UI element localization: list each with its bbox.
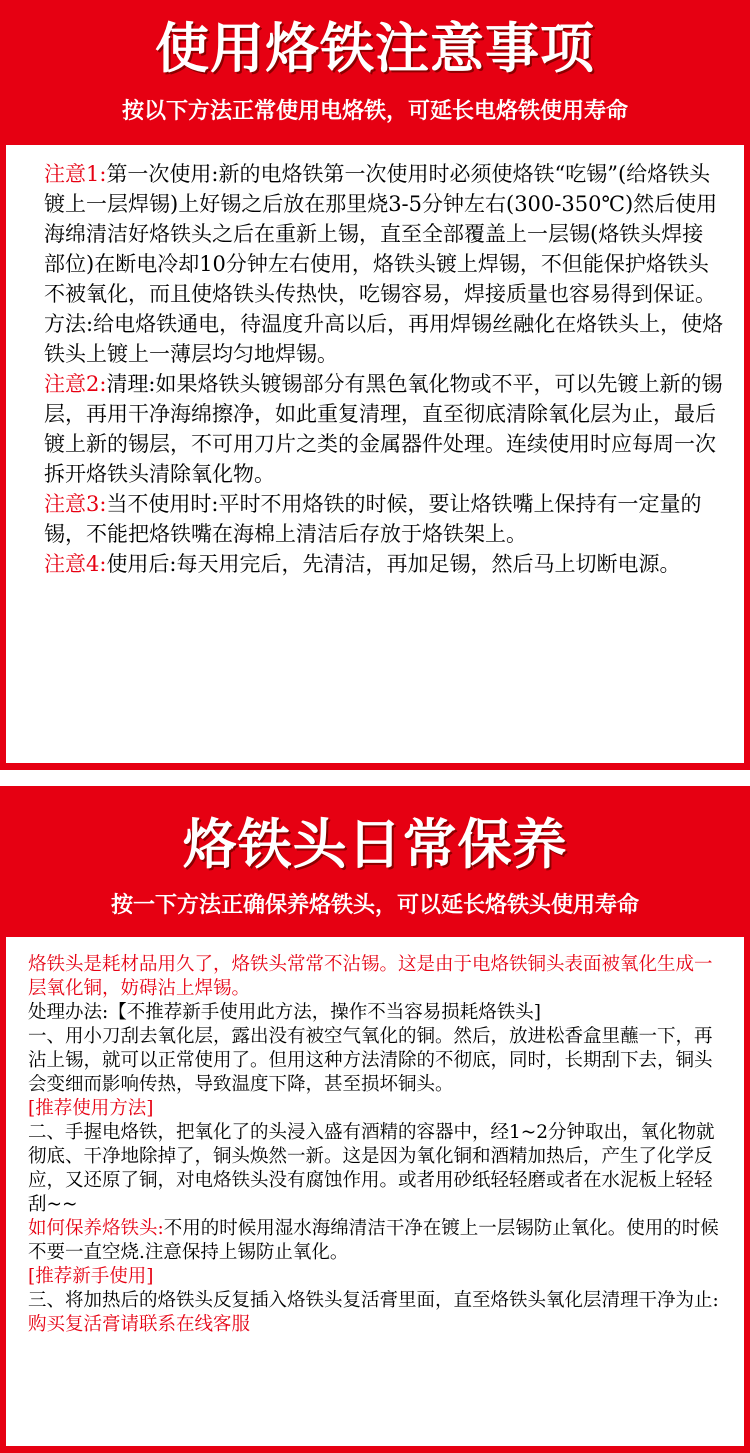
note-3-label: 注意3: <box>44 492 107 516</box>
maintenance-section <box>0 786 750 1453</box>
note-4-label: 注意4: <box>44 552 107 576</box>
usage-notes-title: 使用烙铁注意事项 <box>155 17 595 80</box>
maintenance-intro: 烙铁头是耗材品用久了，烙铁头常常不沾锡。这是由于电烙铁铜头表面被氧化生成一层氧化铜，妨碍沾上焊锡。 <box>28 954 713 999</box>
maintain-text: 不用的时候用湿水海绵清洁干净在镀上一层锡防止氧化。使用的时候不要一直空烧.注意保持上锡防止氧化。 <box>28 1218 719 1263</box>
maintenance-panel <box>6 937 744 1446</box>
beginner-label: [推荐新手使用] <box>28 1266 154 1287</box>
maintenance-subtitle: 按一下方法正确保养烙铁头，可以延长烙铁头使用寿命 <box>110 893 639 918</box>
method-3-text: 三、将加热后的烙铁头反复插入烙铁头复活膏里面，直至烙铁头氧化层清理干净为止: <box>28 1290 719 1311</box>
note-1-label: 注意1: <box>44 162 107 186</box>
note-1-text: 第一次使用:新的电烙铁第一次使用时必须使烙铁“吃锡”(给烙铁头镀上一层焊锡)上好锡之后放在那里烧3-5分钟左右(300-350℃)然后使用海绵清洁好烙铁头之后在重新上锡，直至全部覆盖上一层锡(烙铁头焊接部位)在断电冷却10分钟左右使用，烙铁头镀上焊锡，不但能保护烙铁头不被氧化，而且使烙铁头传热快，吃锡容易，焊接质量也容易得到保证。方法:给电烙铁通电，待温度升高以后，再用焊锡丝融化在烙铁头上，使烙铁头上镀上一薄层均匀地焊锡。 <box>44 162 724 366</box>
note-3 <box>44 489 724 549</box>
recommend-label: [推荐使用方法] <box>28 1098 154 1119</box>
note-2-label: 注意2: <box>44 372 107 396</box>
contact-text: 购买复活膏请联系在线客服 <box>28 1314 251 1335</box>
method-3 <box>28 1289 724 1337</box>
method-2: 二、手握电烙铁，把氧化了的头浸入盛有酒精的容器中，经1~2分钟取出，氧化物就彻底、干净地除掉了，铜头焕然一新。这是因为氧化铜和酒精加热后，产生了化学反应，又还原了铜，对电烙铁头没有腐蚀作用。或者用砂纸轻轻磨或者在水泥板上轻轻刮~~ <box>28 1122 715 1215</box>
maintain-tip <box>28 1217 724 1265</box>
note-1 <box>44 159 724 369</box>
note-2 <box>44 369 724 489</box>
method-heading: 处理办法:【不推荐新手使用此方法，操作不当容易损耗烙铁头] <box>28 1002 541 1023</box>
note-2-text: 清理:如果烙铁头镀锡部分有黑色氧化物或不平，可以先镀上新的锡层，再用干净海绵擦净，如此重复清理，直至彻底清除氧化层为止，最后镀上新的锡层，不可用刀片之类的金属器件处理。连续使用时应每周一次拆开烙铁头清除氧化物。 <box>44 372 723 486</box>
maintain-label: 如何保养烙铁头: <box>28 1218 164 1239</box>
method-1: 一、用小刀刮去氧化层，露出没有被空气氧化的铜。然后，放进松香盒里蘸一下，再沾上锡，就可以正常使用了。但用这种方法清除的不彻底，同时，长期刮下去，铜头会变细而影响传热，导致温度下降，甚至损坏铜头。 <box>28 1026 713 1095</box>
maintenance-title: 烙铁头日常保养 <box>182 813 568 876</box>
usage-notes-panel <box>6 145 744 763</box>
note-4 <box>44 549 724 579</box>
usage-notes-subtitle: 按以下方法正常使用电烙铁，可延长电烙铁使用寿命 <box>121 99 628 124</box>
note-3-text: 当不使用时:平时不用烙铁的时候，要让烙铁嘴上保持有一定量的锡，不能把烙铁嘴在海棉上清洁后存放于烙铁架上。 <box>44 492 702 546</box>
note-4-text: 使用后:每天用完后，先清洁，再加足锡，然后马上切断电源。 <box>106 552 681 576</box>
